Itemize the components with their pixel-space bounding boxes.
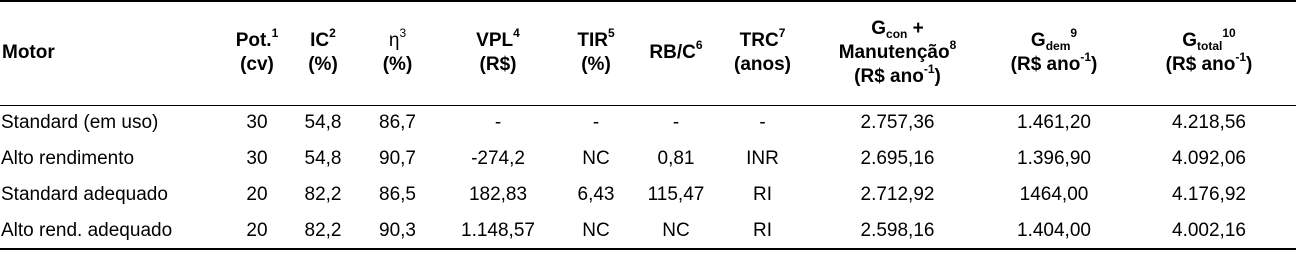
cell-gcon: 2.598,16 (860, 219, 935, 241)
table-row (0, 141, 1296, 177)
cell-gtotal: 4.092,06 (1172, 148, 1246, 169)
cell-motor: Standard (em uso) (1, 112, 159, 134)
header-tir: TIR$^5$ (%) (577, 26, 615, 76)
cell-tir: 6,43 (577, 184, 615, 205)
cell-gtotal: 4.218,56 (1172, 112, 1246, 134)
header-ic: $IC^2$ (%) (308, 26, 338, 76)
cell-pot: 30 (246, 148, 268, 169)
cell-rbc: NC (662, 219, 690, 241)
cell-ic: 54,8 (304, 148, 342, 169)
cell-gcon: 2.695,16 (860, 148, 935, 169)
header-gcon: $G_{con}$ + Manutenção$^8$ (R$ ano$^{-1}$) (838, 18, 957, 88)
cell-gcon: 2.757,36 (860, 112, 935, 134)
cell-vpl: - (494, 112, 502, 134)
cell-motor: Standard adequado (1, 184, 168, 205)
cell-gdem: 1.404,00 (1017, 219, 1091, 241)
cell-trc: - (759, 112, 766, 134)
cell-pot: 20 (246, 219, 268, 241)
cell-tir: NC (582, 219, 610, 241)
cell-vpl: -274,2 (471, 148, 525, 169)
cell-ic: 82,2 (304, 219, 342, 241)
cell-motor: Alto rendimento (1, 148, 135, 169)
cell-pot: 20 (246, 184, 268, 205)
header-gdem: $G_{dem}^9$ (R$ ano$^{-1}$) (1010, 26, 1098, 76)
cell-eta: 90,7 (379, 148, 416, 169)
header-eta: $\eta^3$ (%) (382, 26, 413, 76)
cell-gdem: 1.396,90 (1017, 148, 1091, 169)
table-row (0, 105, 1296, 141)
cell-vpl: 1.148,57 (461, 219, 535, 241)
cell-eta: 90,3 (379, 219, 416, 241)
cell-eta: 86,7 (379, 112, 416, 134)
cell-trc: RI (753, 219, 772, 241)
table-row (0, 213, 1296, 249)
cell-rbc: - (672, 112, 680, 134)
cell-gdem: 1464,00 (1019, 184, 1089, 205)
header-rbc: $RB/C^6$ (649, 38, 703, 64)
cell-tir: - (592, 112, 600, 134)
cell-pot: 30 (246, 112, 268, 134)
cell-gtotal: 4.176,92 (1172, 184, 1246, 205)
cell-rbc: 0,81 (657, 148, 695, 169)
cell-motor: Alto rend. adequado (1, 219, 173, 241)
header-pot: Pot.$^1$ (cv) (235, 26, 279, 76)
header-gtotal: $G_{total}^{10}$ (R$ ano$^{-1}$) (1165, 26, 1253, 76)
header-row (0, 1, 1296, 105)
cell-trc: RI (753, 184, 772, 205)
cell-eta: 86,5 (379, 184, 416, 205)
header-trc: TRC$^7$ (anos) (734, 26, 791, 76)
cell-trc: INR (746, 148, 779, 169)
cell-vpl: 182,83 (468, 184, 528, 205)
cell-gdem: 1.461,20 (1017, 112, 1091, 134)
table-row (0, 177, 1296, 213)
cell-ic: 54,8 (304, 112, 342, 134)
header-motor: Motor (2, 42, 55, 64)
cell-gcon: 2.712,92 (860, 184, 935, 205)
cell-ic: 82,2 (304, 184, 342, 205)
cell-tir: NC (582, 148, 610, 169)
cell-gtotal: 4.002,16 (1172, 219, 1246, 241)
cell-rbc: 115,47 (647, 184, 705, 205)
header-vpl: VPL$^4$ (R$) (476, 26, 520, 76)
